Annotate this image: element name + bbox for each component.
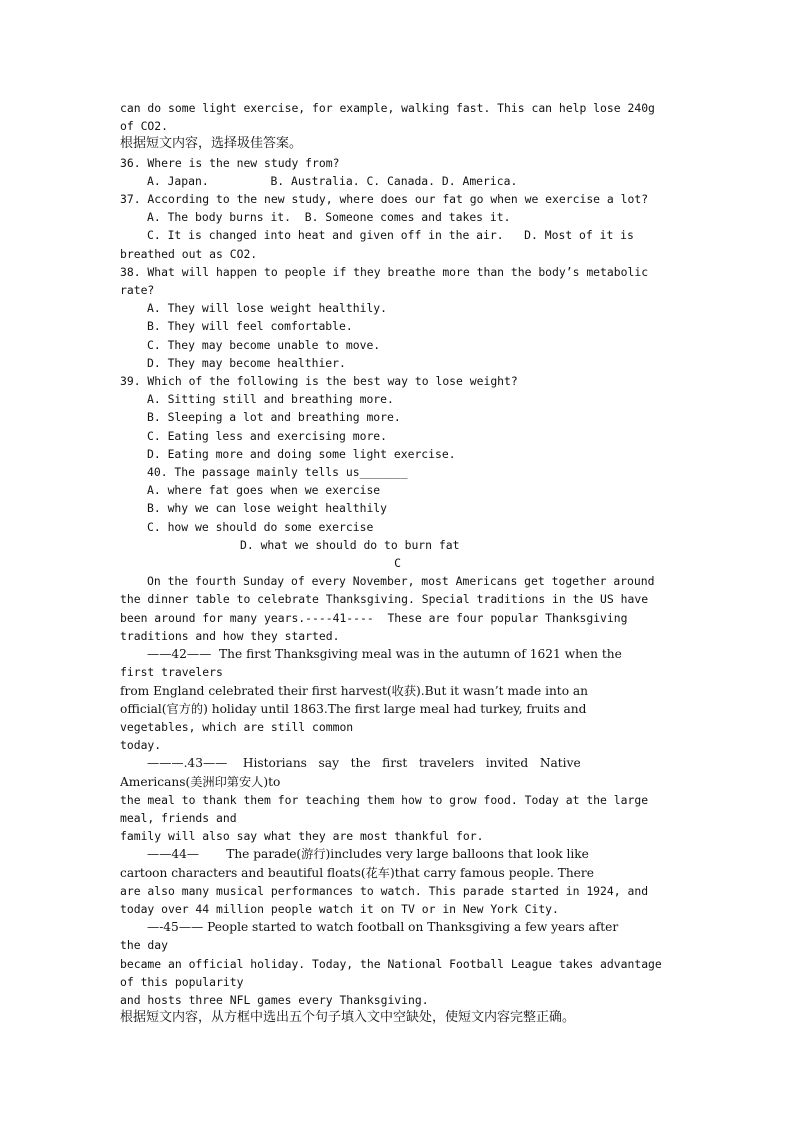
passage-line: ———.43—— Historians say the first travelers invited Native xyxy=(147,756,581,771)
option-line: D. what we should do to burn fat xyxy=(240,537,460,552)
option-line: C. They may become unable to move. xyxy=(147,337,381,352)
text-line: of CO2. xyxy=(120,119,169,134)
passage-line: family will also say what they are most thankful for. xyxy=(120,829,484,844)
passage-line: the meal to thank them for teaching them how to grow food. Today at the large xyxy=(120,792,649,807)
document-page xyxy=(120,99,675,1027)
passage-line: On the fourth Sunday of every November, most Americans get together around xyxy=(147,574,655,589)
passage-line: —-45—— People started to watch football on Thanksgiving a few years after xyxy=(147,920,619,935)
passage-line: been around for many years.----41---- These are four popular Thanksgiving xyxy=(120,610,628,625)
question-36: 36. Where is the new study from? xyxy=(120,155,340,170)
passage-line: today over 44 million people watch it on TV or in New York City. xyxy=(120,901,559,916)
option-line: A. where fat goes when we exercise xyxy=(147,483,381,498)
option-line: B. They will feel comfortable. xyxy=(147,319,353,334)
section-heading: C xyxy=(394,556,401,571)
passage-line: meal, friends and xyxy=(120,810,237,825)
passage-line: Americans(美洲印第安人)to xyxy=(120,774,281,789)
option-line: C. how we should do some exercise xyxy=(147,519,374,534)
option-line: D. Eating more and doing some light exercise. xyxy=(147,446,456,461)
options-36: A. Japan. B. Australia. C. Canada. D. America. xyxy=(147,173,518,188)
passage-line: are also many musical performances to watch. This parade started in 1924, and xyxy=(120,883,649,898)
option-line: breathed out as CO2. xyxy=(120,246,258,261)
option-line: A. Sitting still and breathing more. xyxy=(147,392,394,407)
passage-line: from England celebrated their first harvest(收获).But it wasn’t made into an xyxy=(120,683,589,698)
question-39: 39. Which of the following is the best way to lose weight? xyxy=(120,374,518,389)
option-line: B. why we can lose weight healthily xyxy=(147,501,388,516)
passage-line: of this popularity xyxy=(120,974,244,989)
option-line: B. Sleeping a lot and breathing more. xyxy=(147,410,401,425)
passage-line: cartoon characters and beautiful floats(花车)that carry famous people. There xyxy=(120,865,594,880)
instruction-line: 根据短文内容，选择圾佳答案。 xyxy=(120,136,303,152)
option-line: A. The body burns it. B. Someone comes and takes it. xyxy=(147,210,511,225)
passage-line: ——44— The parade(游行)includes very large balloons that look like xyxy=(147,847,589,862)
passage-line: the day xyxy=(120,938,169,953)
question-38: 38. What will happen to people if they breathe more than the body’s metabolic xyxy=(120,264,649,279)
question-40: 40. The passage mainly tells us_______ xyxy=(147,465,408,480)
passage-line: and hosts three NFL games every Thanksgiving. xyxy=(120,992,429,1007)
passage-line: first travelers xyxy=(120,665,223,680)
passage-line: official(官方的) holiday until 1863.The first large meal had turkey, fruits and xyxy=(120,701,587,716)
option-line: D. They may become healthier. xyxy=(147,355,346,370)
question-38-cont: rate? xyxy=(120,283,155,298)
passage-line: vegetables, which are still common xyxy=(120,719,354,734)
passage-line: traditions and how they started. xyxy=(120,628,340,643)
instruction-line: 根据短文内容，从方框中选出五个句子填入文中空缺处，使短文内容完整正确。 xyxy=(120,1010,576,1026)
option-line: C. Eating less and exercising more. xyxy=(147,428,388,443)
question-37: 37. According to the new study, where does our fat go when we exercise a lot? xyxy=(120,192,649,207)
text-line: can do some light exercise, for example, walking fast. This can help lose 240g xyxy=(120,101,655,115)
passage-line: the dinner table to celebrate Thanksgiving. Special traditions in the US have xyxy=(120,592,649,607)
option-line: C. It is changed into heat and given off in the air. D. Most of it is xyxy=(147,228,634,243)
passage-line: ——42—— The first Thanksgiving meal was in the autumn of 1621 when the xyxy=(147,647,622,662)
passage-line: became an official holiday. Today, the National Football League takes advantage xyxy=(120,956,662,971)
passage-line: today. xyxy=(120,738,162,753)
option-line: A. They will lose weight healthily. xyxy=(147,301,388,316)
